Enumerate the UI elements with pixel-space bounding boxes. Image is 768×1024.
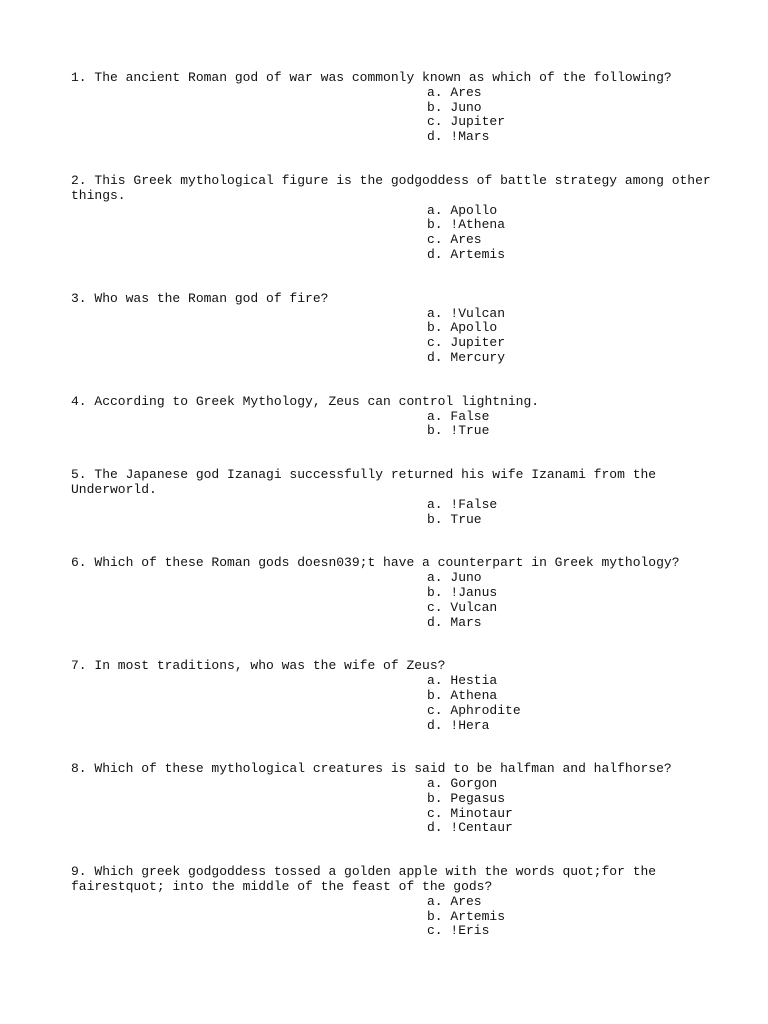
question-text: 8. Which of these mythological creatures is said to be halfman and halfhorse? xyxy=(71,761,672,777)
answer-option: b. Pegasus xyxy=(427,790,506,806)
question-block xyxy=(71,292,711,366)
question-text: 6. Which of these Roman gods doesn039;t have a counterpart in Greek mythology? xyxy=(71,555,680,571)
answer-option: a. Apollo xyxy=(427,202,498,218)
answer-options xyxy=(71,498,711,528)
answer-option: b. Artemis xyxy=(427,908,506,924)
answer-option: b. Apollo xyxy=(427,320,498,336)
answer-options xyxy=(71,307,711,366)
answer-option: c. Jupiter xyxy=(427,114,506,130)
answer-options xyxy=(71,895,711,939)
answer-options xyxy=(71,571,711,630)
answer-option: a. Juno xyxy=(427,570,482,586)
answer-option: b. True xyxy=(427,511,482,527)
question-text: 1. The ancient Roman god of war was commonly known as which of the following? xyxy=(71,70,672,85)
question-text: 5. The Japanese god Izanagi successfully returned his wife Izanami from the Underworld. xyxy=(71,467,664,497)
answer-options xyxy=(71,777,711,836)
answer-option: c. !Eris xyxy=(427,923,490,939)
answer-option: b. Juno xyxy=(427,99,482,115)
quiz-document xyxy=(71,70,719,939)
answer-option: d. Artemis xyxy=(427,246,506,262)
question-text: 7. In most traditions, who was the wife of Zeus? xyxy=(71,658,446,674)
question-text: 2. This Greek mythological figure is the godgoddess of battle strategy among other things. xyxy=(71,172,719,203)
answer-option: a. Ares xyxy=(427,84,482,100)
answer-option: d. Mars xyxy=(427,614,482,630)
question-block xyxy=(71,172,719,263)
question-text: 3. Who was the Roman god of fire? xyxy=(71,290,329,306)
answer-option: d. !Centaur xyxy=(427,820,513,836)
question-block xyxy=(71,865,711,939)
answer-option: a. Hestia xyxy=(427,673,498,689)
question-block xyxy=(71,395,711,439)
answer-option: c. Aphrodite xyxy=(427,702,521,718)
answer-option: d. !Mars xyxy=(427,129,490,145)
answer-option: a. Ares xyxy=(427,893,482,909)
answer-option: d. Mercury xyxy=(427,349,506,365)
answer-options xyxy=(71,204,711,263)
answer-option: a. False xyxy=(427,408,490,424)
question-block xyxy=(71,468,711,527)
answer-options xyxy=(71,86,711,145)
question-text: 9. Which greek godgoddess tossed a golden apple with the words quot;for the fairestquot; into the middle of the feast of the gods? xyxy=(71,864,664,895)
answer-option: b. !Janus xyxy=(427,584,498,600)
answer-option: a. !Vulcan xyxy=(427,305,506,321)
answer-option: b. !True xyxy=(427,423,490,439)
question-block xyxy=(71,762,711,836)
question-block xyxy=(71,71,711,145)
answer-option: c. Vulcan xyxy=(427,599,498,615)
answer-options xyxy=(71,410,711,440)
answer-option: b. !Athena xyxy=(427,217,506,233)
answer-option: c. Minotaur xyxy=(427,805,513,821)
question-text: 4. According to Greek Mythology, Zeus can control lightning. xyxy=(71,393,540,409)
answer-options xyxy=(71,674,711,733)
answer-option: c. Ares xyxy=(427,232,482,248)
answer-option: a. !False xyxy=(427,496,498,512)
question-block xyxy=(71,556,711,630)
answer-option: b. Athena xyxy=(427,687,498,703)
question-block xyxy=(71,659,711,733)
answer-option: d. !Hera xyxy=(427,717,490,733)
answer-option: a. Gorgon xyxy=(427,776,498,792)
answer-option: c. Jupiter xyxy=(427,335,506,351)
